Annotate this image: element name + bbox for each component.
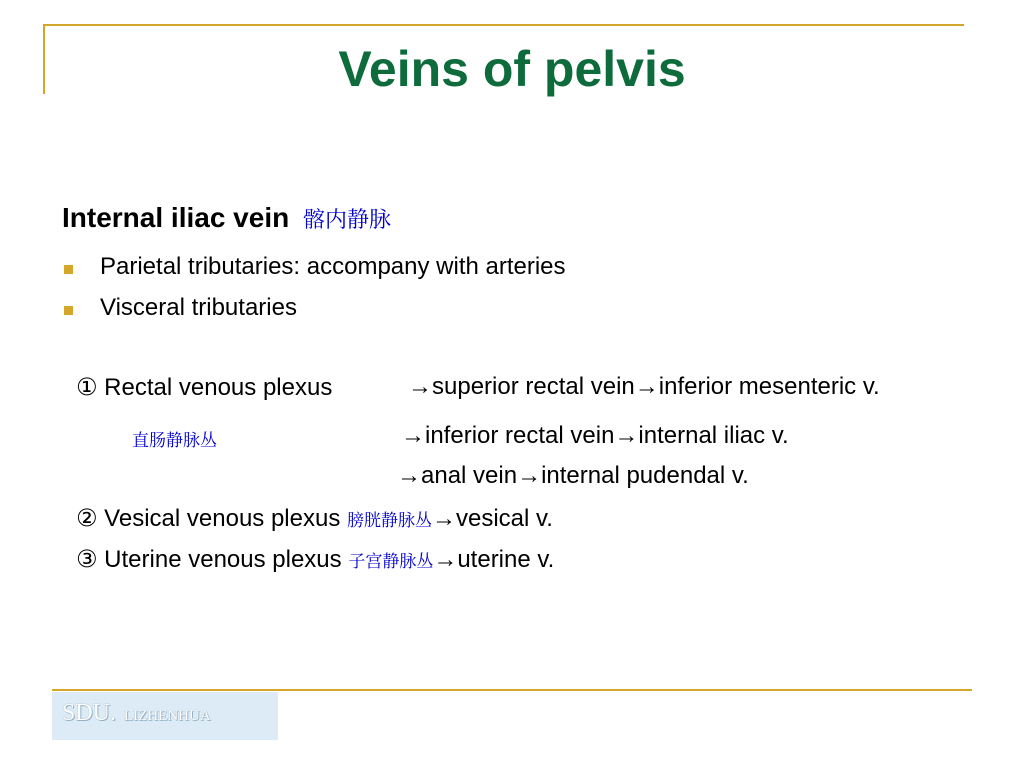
- top-frame-line: [43, 24, 964, 26]
- heading-en: Internal iliac vein: [62, 202, 290, 233]
- uterine-line: [76, 545, 554, 574]
- bullet-square-icon: [64, 306, 73, 315]
- bullet-parietal: Parietal tributaries: accompany with arteries: [100, 253, 566, 280]
- bullet-square-icon: [64, 265, 73, 274]
- bullet-visceral: Visceral tributaries: [100, 294, 297, 321]
- rectal-route-superior: →superior rectal vein→inferior mesenteric v.: [408, 373, 880, 400]
- uterine-label: ③ Uterine venous plexus: [76, 546, 342, 573]
- rectal-plexus-label: ① Rectal venous plexus: [76, 374, 333, 401]
- bottom-rule: [52, 689, 972, 691]
- vesical-route: →vesical v.: [432, 505, 553, 532]
- footer-author: LIZHENHUA: [124, 708, 211, 724]
- vesical-line: [76, 504, 553, 533]
- footer-sdu: SDU.: [62, 700, 117, 726]
- rectal-route-inferior: →inferior rectal vein→internal iliac v.: [401, 422, 789, 449]
- rectal-plexus-cn: 直肠静脉丛: [132, 431, 217, 451]
- vesical-cn: 膀胱静脉丛: [347, 511, 432, 531]
- uterine-cn: 子宫静脉丛: [348, 552, 434, 572]
- footer-watermark: [62, 700, 211, 727]
- rectal-route-anal: →anal vein→internal pudendal v.: [397, 462, 749, 489]
- slide-title: Veins of pelvis: [338, 41, 686, 97]
- section-heading: [62, 202, 391, 234]
- heading-cn: 髂内静脉: [302, 208, 391, 233]
- vesical-label: ② Vesical venous plexus: [76, 505, 341, 532]
- uterine-route: →uterine v.: [433, 546, 555, 573]
